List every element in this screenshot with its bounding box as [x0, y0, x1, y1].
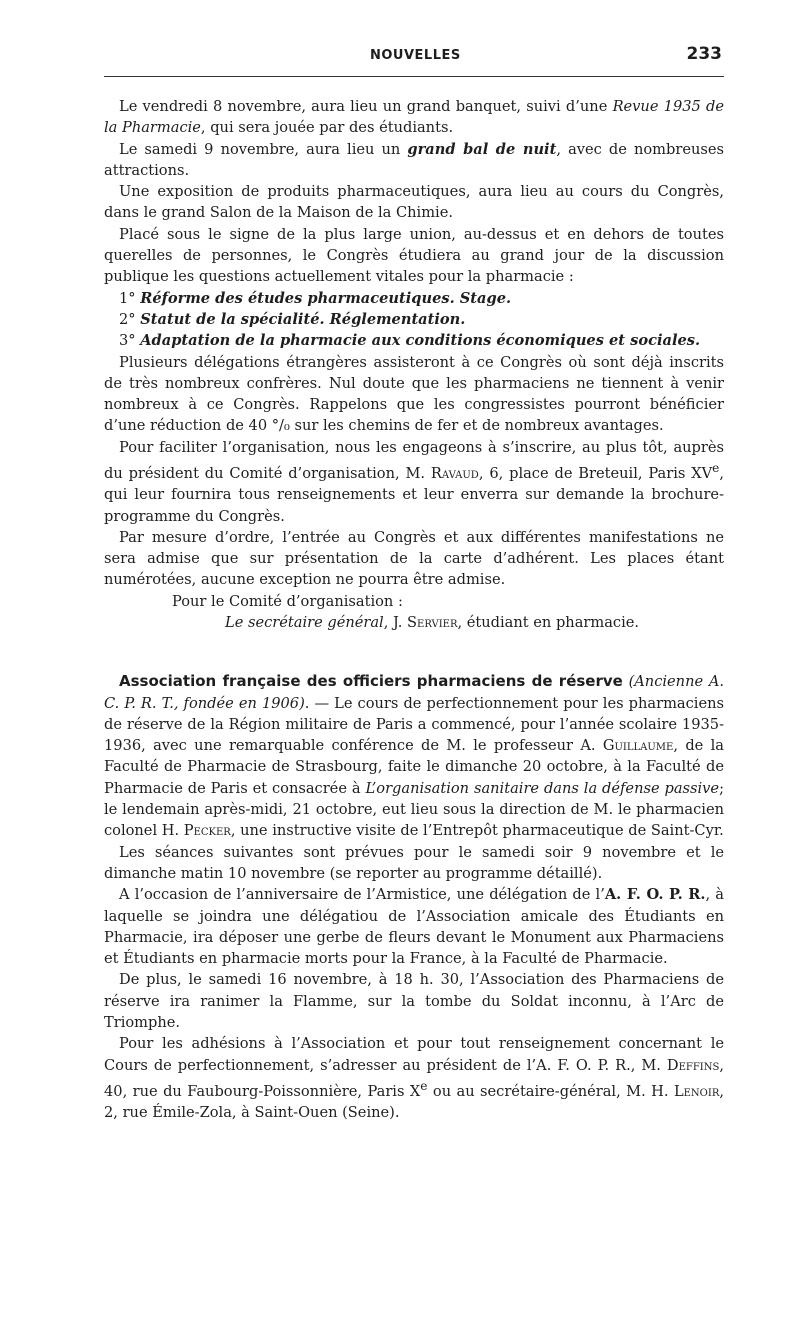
paragraph: Le vendredi 8 novembre, aura lieu un grand banquet, suivi d’une Revue 1935 de la Pharmacie, qui sera jouée par des étudiants. [104, 98, 725, 137]
section-title: Association française des officiers pharmaciens de réserve [119, 672, 623, 691]
paragraph: Par mesure d’ordre, l’entrée au Congrès et aux différentes manifestations ne sera admise que sur présentation de la carte d’adhérent. Les places étant numérotées, aucune exception ne pourra être admise. [104, 528, 724, 589]
article-body [104, 96, 724, 1123]
paragraph: A l’occasion de l’anniversaire de l’Armistice, une délégation de l’A. F. O. P. R., à laquelle se joindra une délégatiou de l’Association amicale des Étudiants en Pharmacie, ira déposer une gerbe de fleurs devant le Monument aux Pharmaciens et Étudiants en pharmacie morts pour la France, à la Faculté de Pharmacie. [104, 886, 724, 968]
list-item: 1° Réforme des études pharmaceutiques. Stage. [119, 289, 512, 307]
running-title: NOUVELLES [370, 48, 461, 63]
page-header [104, 44, 724, 74]
paragraph: Pour faciliter l’organisation, nous les engageons à s’inscrire, au plus tôt, auprès du président du Comité d’organisation, M. Ravaud, 6, place de Breteuil, Paris XVe, qui leur fournira tous renseignements et leur enverra sur demande la brochure-programme du Congrès. [104, 438, 724, 525]
paragraph: Plusieurs délégations étrangères assisteront à ce Congrès où sont déjà inscrits de très nombreux confrères. Nul doute que les pharmaciens ne tiennent à venir nombreux à ce Congrès. Rappelons que les congressistes pourront bénéficier d’une réduction de 40 °/₀ sur les chemins de fer et de nombreux avantages. [104, 353, 724, 435]
paragraph: Pour les adhésions à l’Association et pour tout renseignement concernant le Cours de perfectionnement, s’adresser au président de l’A. F. O. P. R., M. Deffins, 40, rue du Faubourg-Poissonnière, Paris Xe ou au secrétaire-général, M. H. Lenoir, 2, rue Émile-Zola, à Saint-Ouen (Seine). [104, 1035, 724, 1122]
paragraph: Les séances suivantes sont prévues pour le samedi soir 9 novembre et le dimanche matin 10 novembre (se reporter au programme détaillé). [104, 843, 724, 882]
header-rule [104, 76, 724, 77]
signature-name: Le secrétaire général, J. Servier, étudiant en pharmacie. [225, 613, 640, 631]
section-heading-paragraph: Association française des officiers pharmaciens de réserve (Ancienne A. C. P. R. T., fondée en 1906). — Le cours de perfectionnement pour les pharmaciens de réserve de la Région militaire de Paris a commencé, pour l’année scolaire 1935-1936, avec une remarquable conférence de M. le professeur A. Guillaume, de la Faculté de Pharmacie de Strasbourg, faite le dimanche 20 octobre, à la Faculté de Pharmacie de Paris et consacrée à L’organisation sanitaire dans la défense passive; le lendemain après-midi, 21 octobre, eut lieu sous la direction de M. le pharmacien colonel H. Pecker, une instructive visite de l’Entrepôt pharmaceutique de Saint-Cyr. [104, 672, 724, 840]
agenda-list [104, 288, 724, 352]
paragraph: Le samedi 9 novembre, aura lieu un grand bal de nuit, avec de nombreuses attractions. [104, 140, 724, 179]
paragraph: De plus, le samedi 16 novembre, à 18 h. 30, l’Association des Pharmaciens de réserve ira ranimer la Flamme, sur la tombe du Soldat inconnu, à l’Arc de Triomphe. [104, 971, 724, 1032]
page-number: 233 [686, 44, 722, 64]
list-item: 2° Statut de la spécialité. Réglementation. [119, 310, 466, 328]
signature-line: Pour le Comité d’organisation : [172, 592, 403, 610]
paragraph: Une exposition de produits pharmaceutiques, aura lieu au cours du Congrès, dans le grand Salon de la Maison de la Chimie. [104, 183, 724, 222]
section-gap [104, 633, 724, 671]
paragraph: Placé sous le signe de la plus large union, au-dessus et en dehors de toutes querelles de personnes, le Congrès étudiera au grand jour de la discussion publique les questions actuellement vitales pour la pharmacie : [104, 225, 724, 286]
list-item: 3° Adaptation de la pharmacie aux conditions économiques et sociales. [119, 332, 701, 350]
